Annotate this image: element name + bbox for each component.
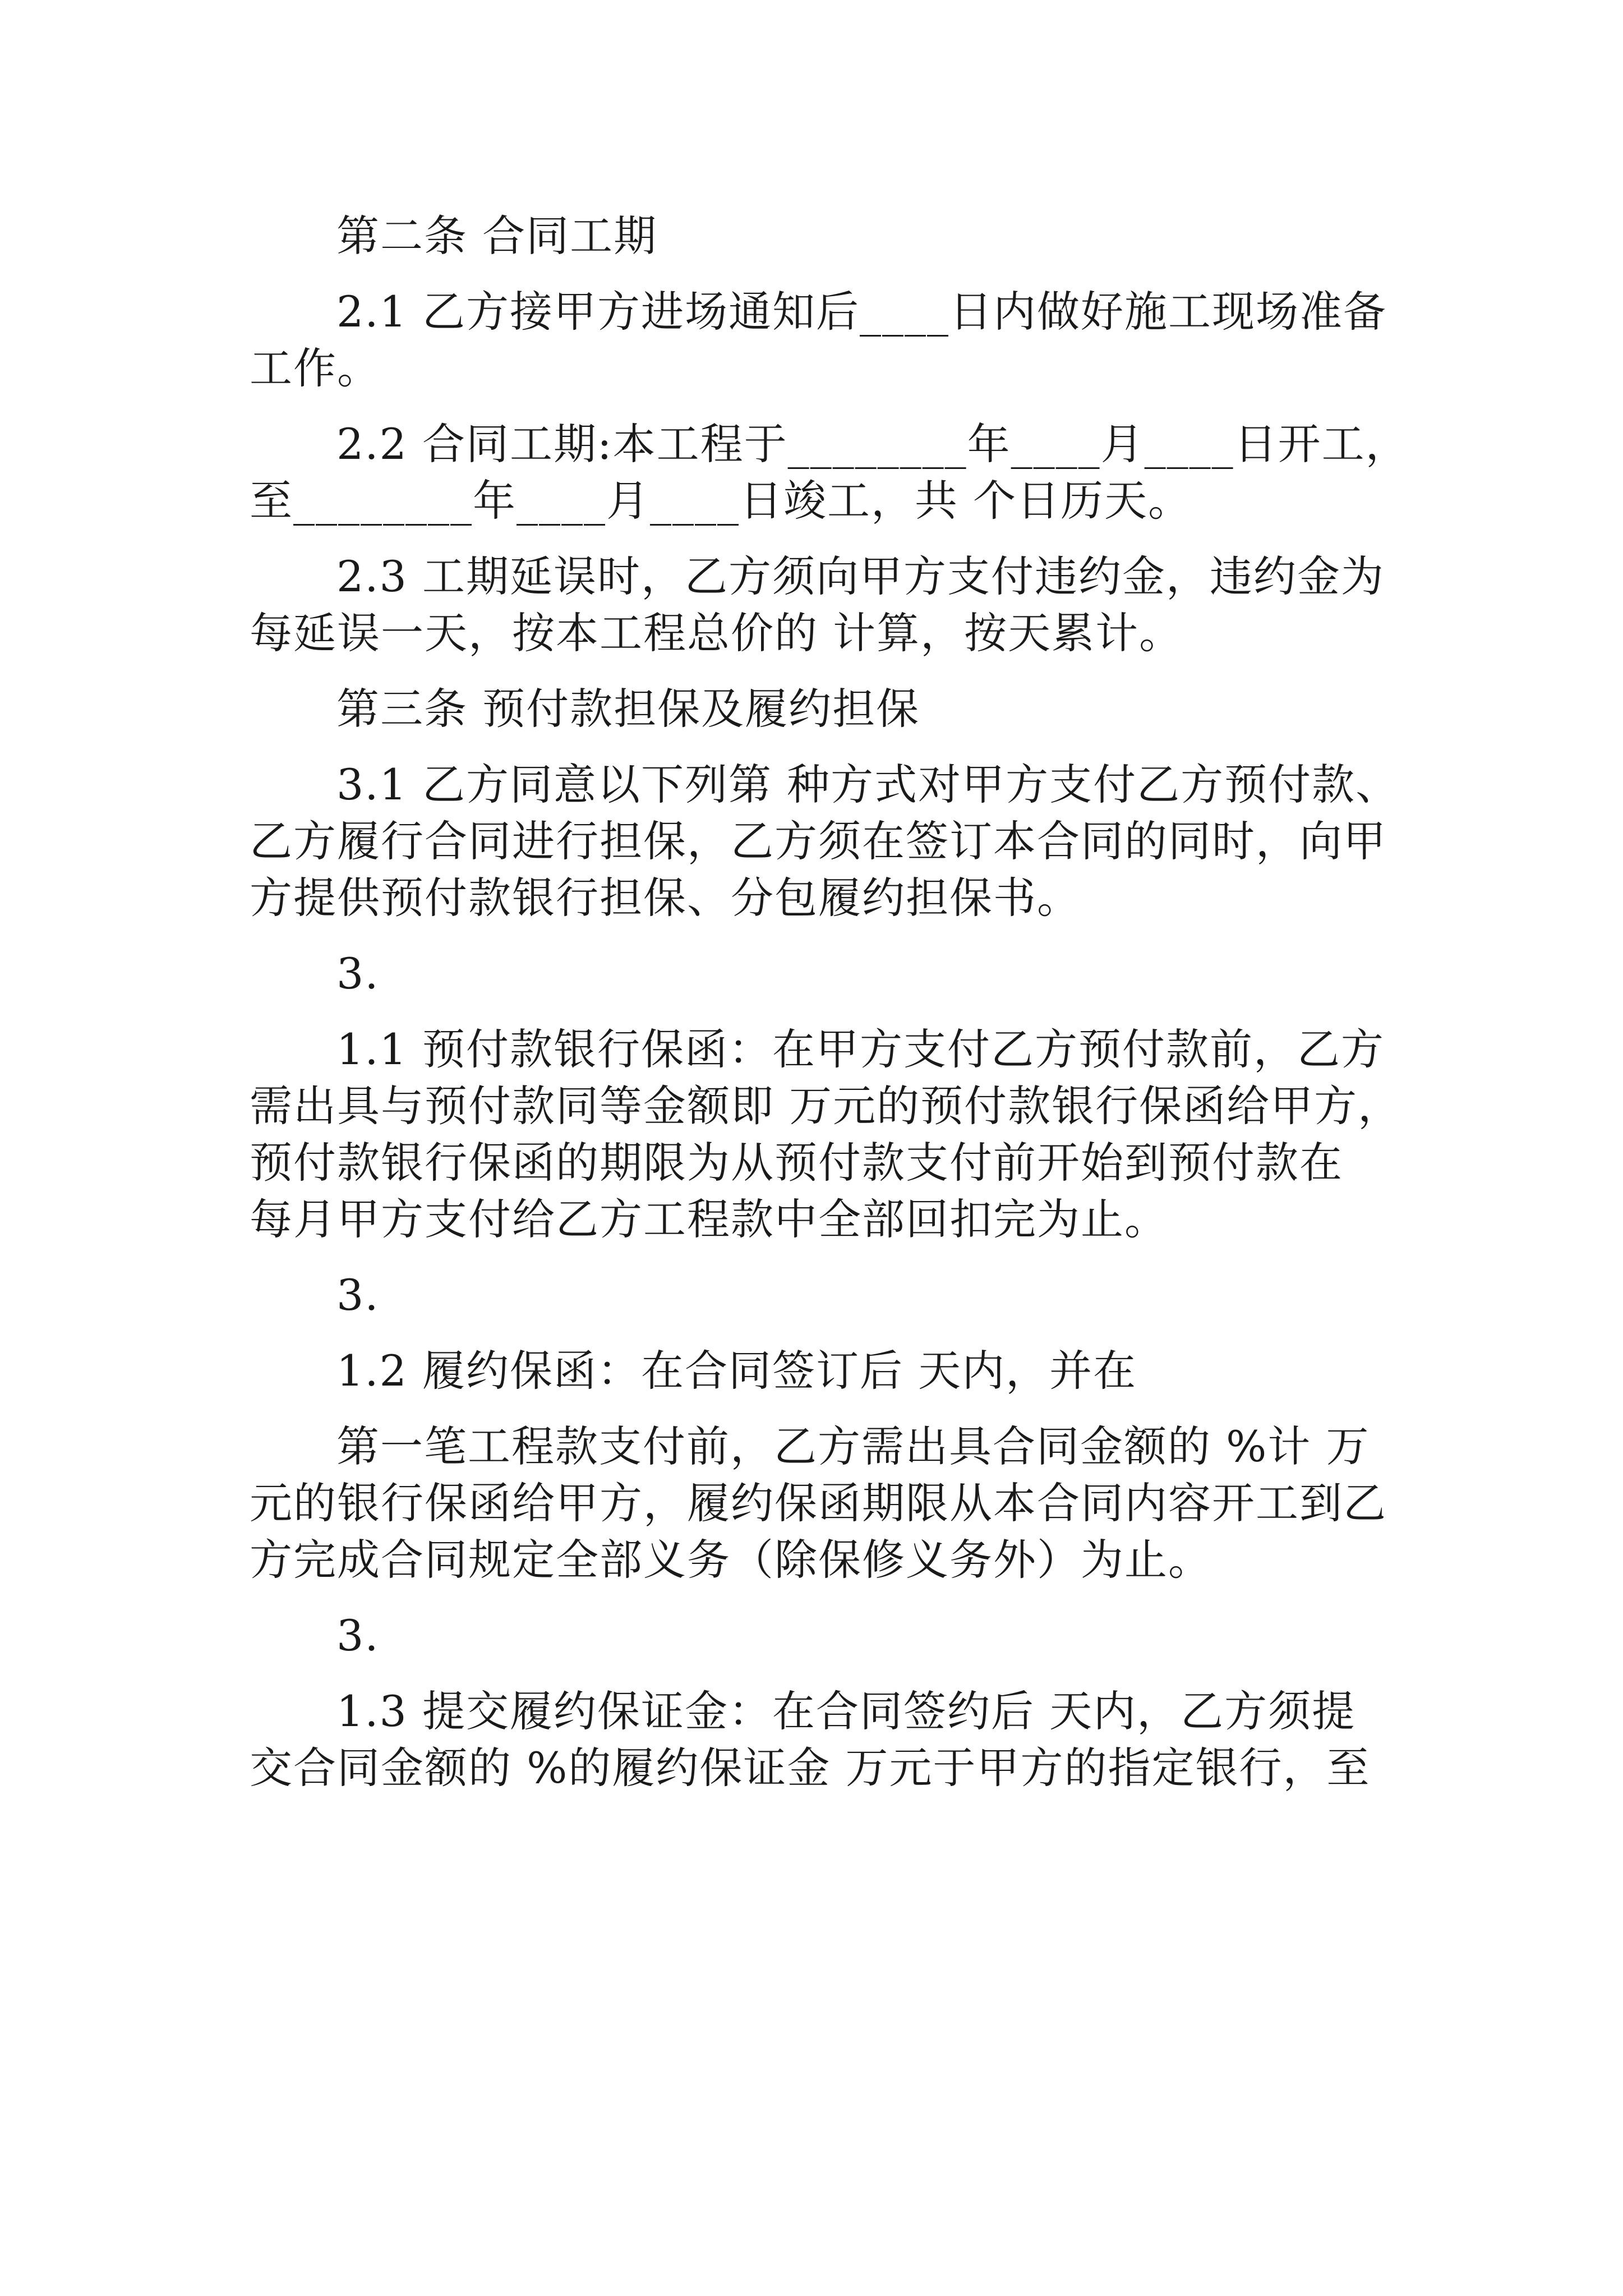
- text-line: 需出具与预付款同等金额即 万元的预付款银行保函给甲方，: [250, 1081, 1402, 1131]
- text-line: 1.1 预付款银行保函：在甲方支付乙方预付款前，乙方: [336, 1024, 1385, 1074]
- text-line: 第一笔工程款支付前，乙方需出具合同金额的 %计 万: [336, 1421, 1370, 1471]
- text-line: 3.: [336, 1270, 380, 1320]
- text-line: 至________年____月____日竣工，共 个日历天。: [250, 476, 1192, 526]
- text-line: 方提供预付款银行担保、分包履约担保书。: [250, 873, 1081, 923]
- text-line: 元的银行保函给甲方，履约保函期限从本合同内容开工到乙: [250, 1478, 1387, 1528]
- text-line: 第二条 合同工期: [336, 211, 658, 261]
- text-line: 1.3 提交履约保证金：在合同签约后 天内，乙方须提: [336, 1686, 1356, 1736]
- text-line: 2.1 乙方接甲方进场通知后____日内做好施工现场准备: [336, 287, 1387, 337]
- document-body: [250, 208, 1409, 1796]
- text-line: 第三条 预付款担保及履约担保: [336, 684, 920, 734]
- text-line: 方完成合同规定全部义务（除保修义务外）为止。: [250, 1535, 1212, 1585]
- text-line: 预付款银行保函的期限为从预付款支付前开始到预付款在: [250, 1138, 1343, 1188]
- text-line: 交合同金额的 %的履约保证金 万元于甲方的指定银行，至: [250, 1743, 1371, 1793]
- text-line: 3.: [336, 1611, 380, 1660]
- text-line: 1.2 履约保函：在合同签订后 天内，并在: [336, 1346, 1137, 1396]
- text-line: 每延误一天，按本工程总价的 计算，按天累计。: [250, 608, 1183, 658]
- text-line: 每月甲方支付给乙方工程款中全部回扣完为止。: [250, 1194, 1168, 1244]
- text-line: 2.3 工期延误时，乙方须向甲方支付违约金，违约金为: [336, 551, 1385, 601]
- text-line: 3.1 乙方同意以下列第 种方式对甲方支付乙方预付款、: [336, 760, 1400, 809]
- text-line: 工作。: [250, 343, 381, 393]
- text-line: 乙方履行合同进行担保，乙方须在签订本合同的同时，向甲: [250, 816, 1387, 866]
- text-line: 3.: [336, 949, 380, 999]
- text-line: 2.2 合同工期:本工程于________年____月____日开工，: [336, 419, 1409, 469]
